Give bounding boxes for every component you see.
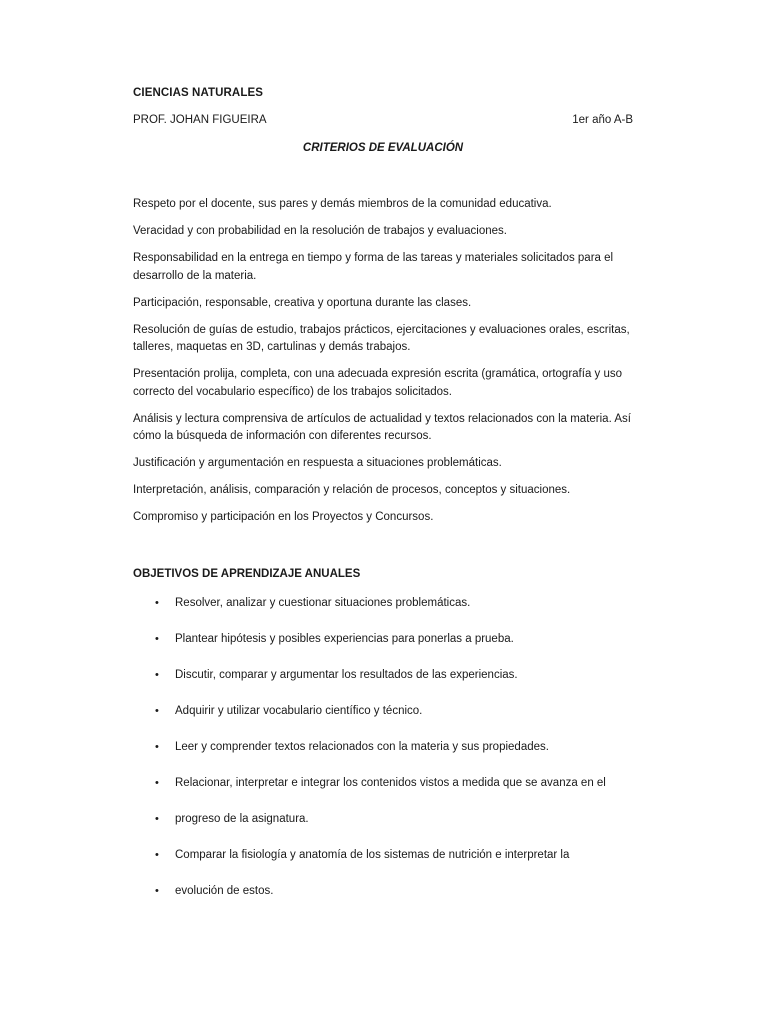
objective-text: Comparar la fisiología y anatomía de los sistemas de nutrición e interpretar la bbox=[175, 849, 570, 861]
bullet-icon: • bbox=[155, 597, 159, 609]
criteria-item: Responsabilidad en la entrega en tiempo y forma de las tareas y materiales solicitados para el desarrollo de la materia. bbox=[133, 252, 614, 282]
criteria-item: Participación, responsable, creativa y oportuna durante las clases. bbox=[133, 296, 472, 309]
objective-text: Relacionar, interpretar e integrar los contenidos vistos a medida que se avanza en el bbox=[175, 777, 606, 789]
objective-item bbox=[133, 668, 653, 704]
criteria-item: Análisis y lectura comprensiva de artículos de actualidad y textos relacionados con la materia. Así cómo la búsqueda de información con diferentes recursos. bbox=[133, 412, 631, 442]
bullet-icon: • bbox=[155, 669, 159, 681]
objectives-heading: OBJETIVOS DE APRENDIZAJE ANUALES bbox=[133, 568, 361, 580]
objective-item bbox=[133, 740, 653, 776]
objective-item bbox=[133, 776, 653, 812]
criteria-item: Resolución de guías de estudio, trabajos prácticos, ejercitaciones y evaluaciones orales, escritas, talleres, maquetas en 3D, cartulinas y demás trabajos. bbox=[133, 323, 630, 353]
criteria-heading: CRITERIOS DE EVALUACIÓN bbox=[302, 142, 464, 154]
objective-item bbox=[133, 884, 653, 920]
criteria-item: Presentación prolija, completa, con una adecuada expresión escrita (gramática, ortografía y uso correcto del vocabulario específico) de los trabajos solicitados. bbox=[133, 368, 623, 398]
objective-text: evolución de estos. bbox=[175, 885, 274, 897]
bullet-icon: • bbox=[155, 813, 159, 825]
criteria-item: Compromiso y participación en los Proyectos y Concursos. bbox=[133, 511, 434, 523]
objective-text: Discutir, comparar y argumentar los resultados de las experiencias. bbox=[175, 669, 518, 681]
objective-item bbox=[133, 632, 653, 668]
bullet-icon: • bbox=[155, 885, 159, 897]
header-row bbox=[133, 114, 633, 126]
bullet-icon: • bbox=[155, 633, 159, 645]
objective-item bbox=[133, 704, 653, 740]
objective-text: Adquirir y utilizar vocabulario científico y técnico. bbox=[175, 705, 423, 717]
professor-name: PROF. JOHAN FIGUEIRA bbox=[133, 114, 267, 126]
criteria-list bbox=[133, 196, 633, 536]
objective-text: Plantear hipótesis y posibles experiencias para ponerlas a prueba. bbox=[175, 633, 514, 645]
objective-item bbox=[133, 848, 653, 884]
criteria-item: Interpretación, análisis, comparación y relación de procesos, conceptos y situaciones. bbox=[133, 484, 571, 496]
bullet-icon: • bbox=[155, 849, 159, 861]
course-label: 1er año A-B bbox=[572, 114, 633, 126]
objective-text: Leer y comprender textos relacionados con la materia y sus propiedades. bbox=[175, 741, 549, 753]
objective-text: progreso de la asignatura. bbox=[175, 813, 309, 825]
objective-item bbox=[133, 596, 653, 632]
bullet-icon: • bbox=[155, 741, 159, 753]
subject-title: CIENCIAS NATURALES bbox=[133, 87, 264, 99]
bullet-icon: • bbox=[155, 777, 159, 789]
objective-text: Resolver, analizar y cuestionar situaciones problemáticas. bbox=[175, 597, 471, 609]
objectives-list bbox=[133, 596, 653, 920]
criteria-item: Justificación y argumentación en respuesta a situaciones problemáticas. bbox=[133, 457, 502, 469]
objective-item bbox=[133, 812, 653, 848]
criteria-item: Respeto por el docente, sus pares y demás miembros de la comunidad educativa. bbox=[133, 198, 552, 210]
criteria-item: Veracidad y con probabilidad en la resolución de trabajos y evaluaciones. bbox=[133, 225, 507, 237]
bullet-icon: • bbox=[155, 705, 159, 717]
